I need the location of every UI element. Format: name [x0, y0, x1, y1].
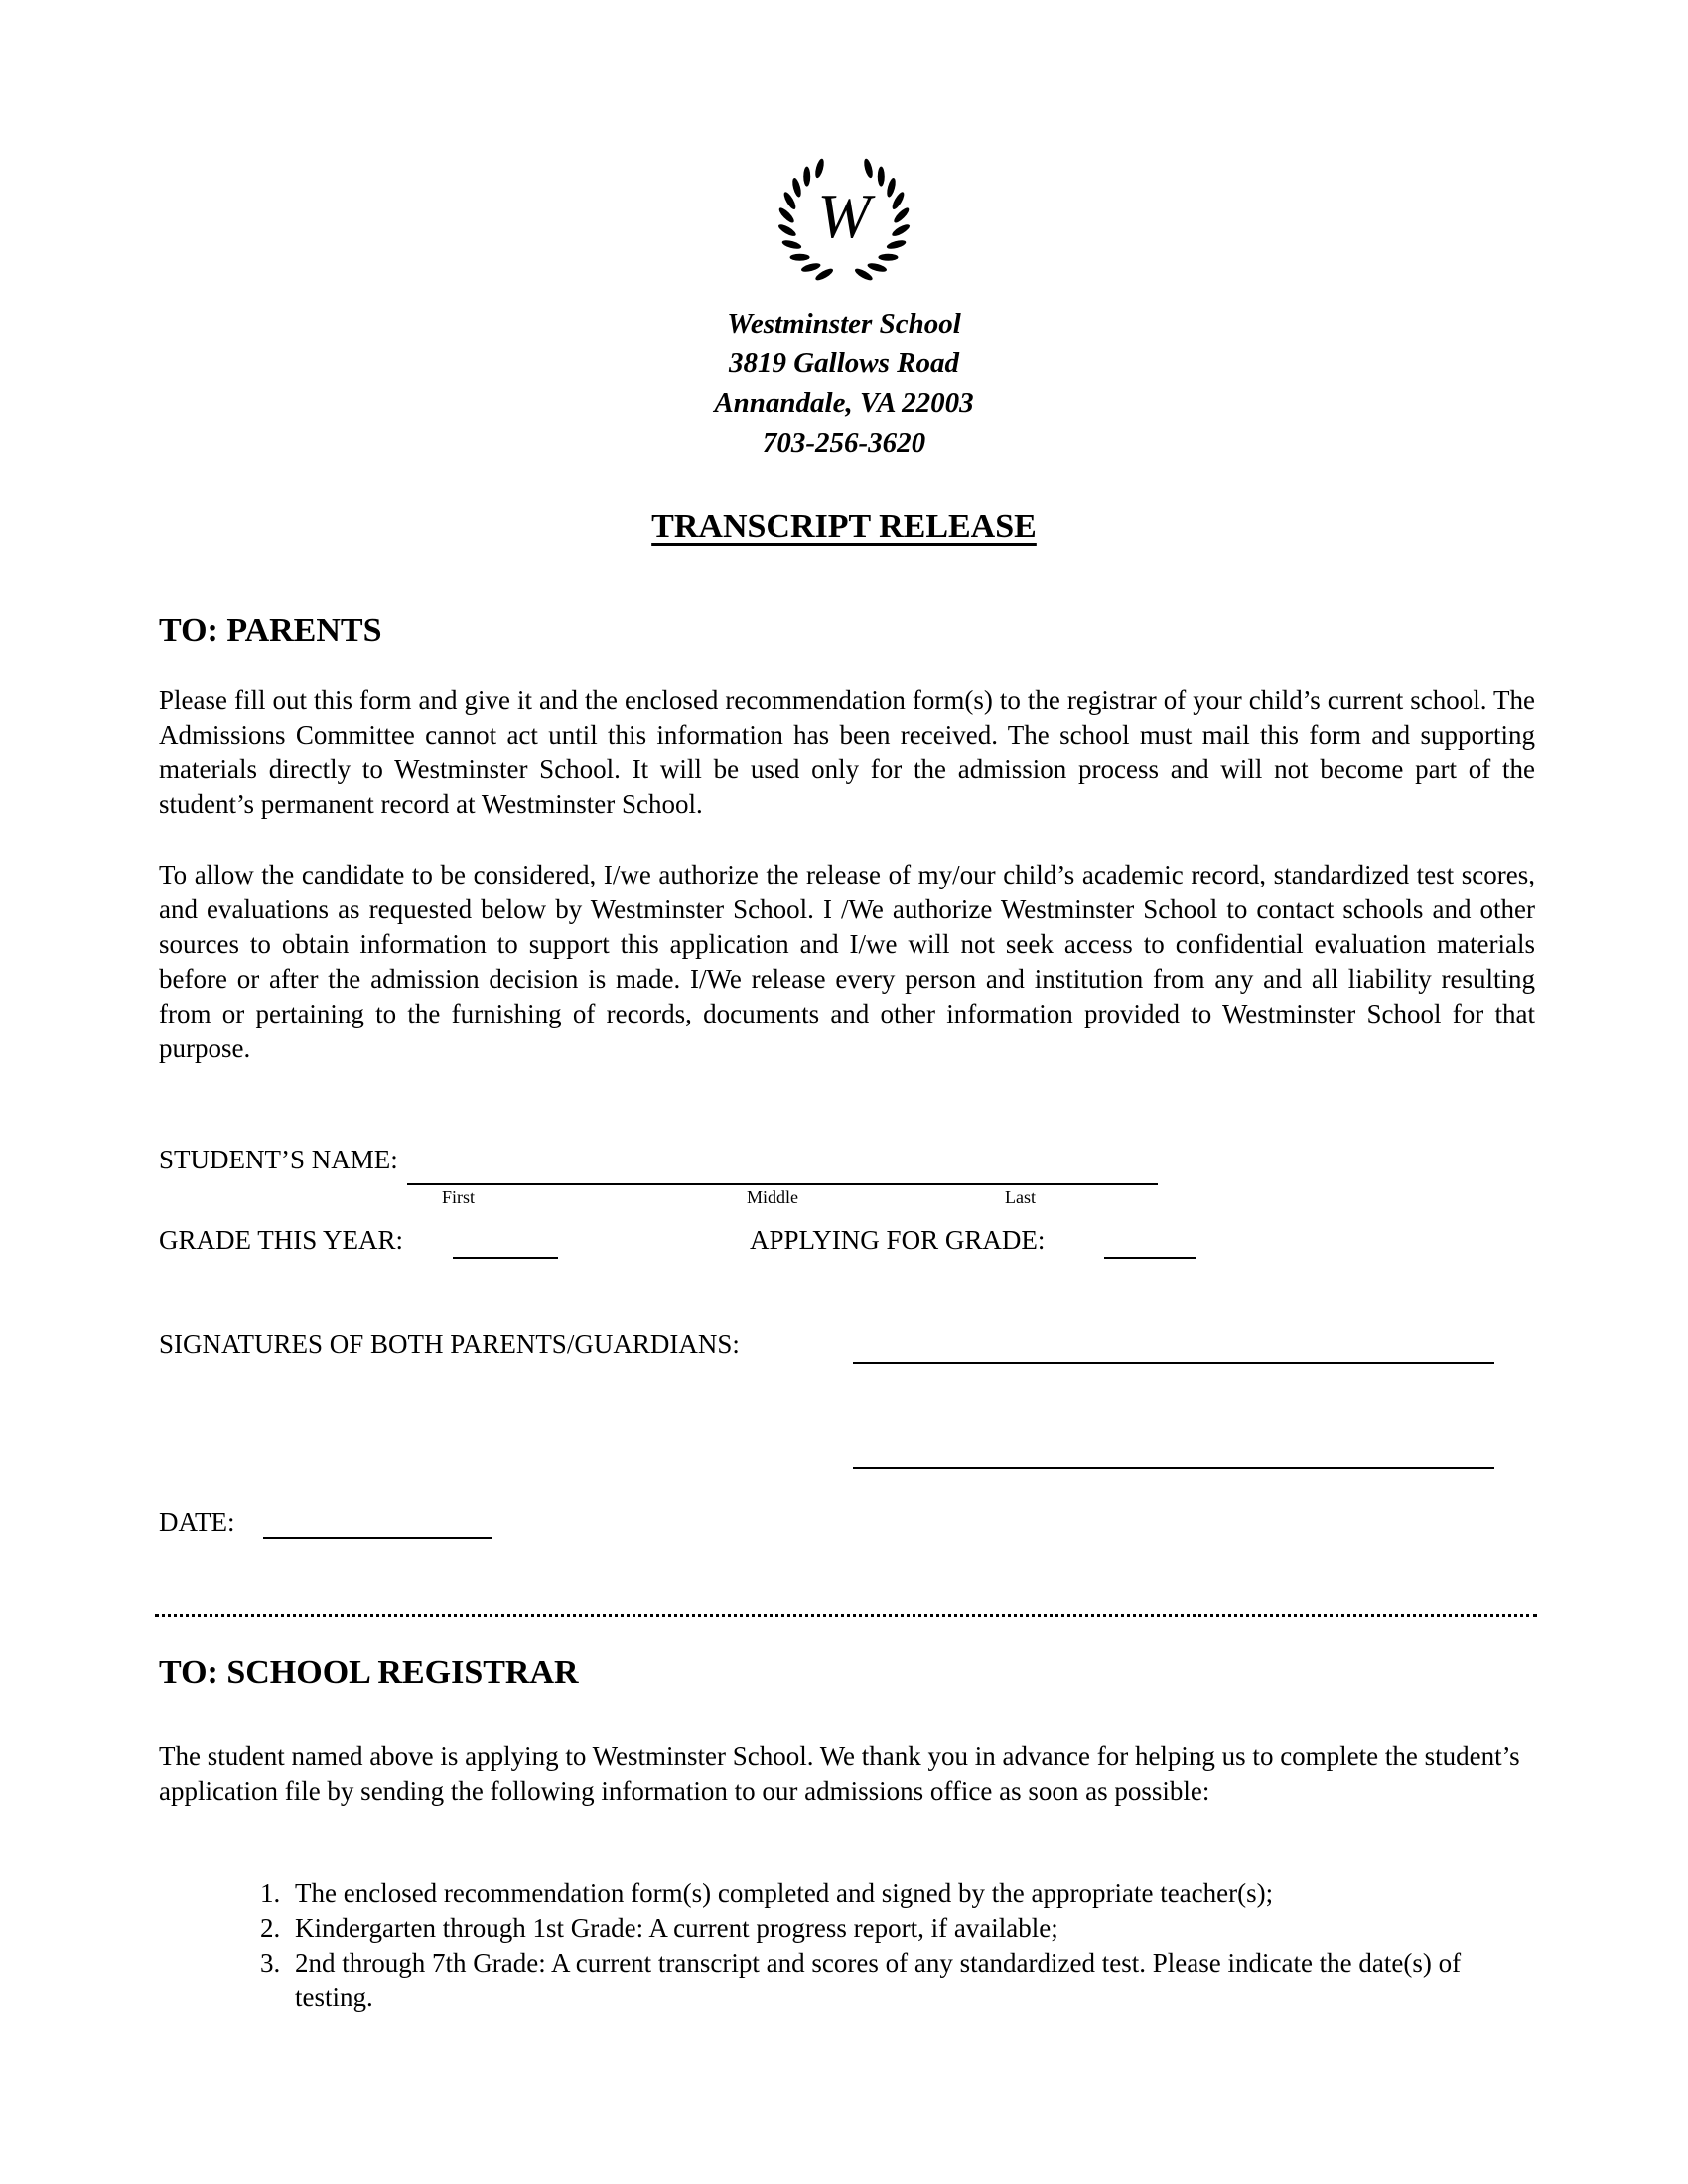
logo-letter: W [817, 181, 871, 251]
signatures-label: SIGNATURES OF BOTH PARENTS/GUARDIANS: [159, 1329, 740, 1359]
list-item-text: The enclosed recommendation form(s) completed and signed by the appropriate teacher(s); [295, 1878, 1274, 1908]
list-item-number: 3. [260, 1948, 281, 1978]
list-item [260, 1946, 1541, 2015]
registrar-paragraph: The student named above is applying to Westminster School. We thank you in advance for helping us to complete the student’s application file by sending the following information to our admissions office as soon as possible: [159, 1741, 1520, 1806]
grade-this-year-label: GRADE THIS YEAR: [159, 1225, 404, 1255]
document-title: TRANSCRIPT RELEASE [651, 508, 1037, 545]
grade-this-year-field[interactable] [453, 1257, 558, 1259]
student-name-label: STUDENT’S NAME: [159, 1145, 398, 1174]
list-item [260, 1876, 1541, 1911]
school-address [596, 304, 1092, 463]
applying-for-grade-label: APPLYING FOR GRADE: [750, 1225, 1046, 1255]
parent-signature-2-field[interactable] [853, 1467, 1494, 1469]
student-name-field[interactable] [407, 1183, 1158, 1185]
list-item-number: 2. [260, 1913, 281, 1943]
address-city: Annandale, VA 22003 [714, 387, 974, 419]
applying-for-grade-field[interactable] [1104, 1257, 1196, 1259]
first-name-sublabel: First [442, 1187, 476, 1207]
school-logo [765, 149, 923, 288]
list-item-text: Kindergarten through 1st Grade: A current progress report, if available; [295, 1913, 1058, 1943]
last-name-sublabel: Last [1005, 1187, 1036, 1207]
school-phone: 703-256-3620 [762, 427, 926, 459]
date-label: DATE: [159, 1507, 235, 1537]
middle-name-sublabel: Middle [747, 1187, 798, 1207]
registrar-heading: TO: SCHOOL REGISTRAR [159, 1654, 579, 1691]
school-name: Westminster School [727, 308, 961, 340]
address-street: 3819 Gallows Road [728, 347, 960, 379]
date-field[interactable] [263, 1537, 492, 1539]
parents-paragraph-1: Please fill out this form and give it and the enclosed recommendation form(s) to the registrar of your child’s current school. The Admissions Committee cannot act until this information has been received. The school must mail this form and supporting materials directly to Westminster School. It will be used only for the admission process and will not become part of the student’s permanent record at Westminster School. [159, 685, 1535, 819]
list-item-number: 1. [260, 1878, 281, 1908]
requested-items-list [260, 1876, 1541, 2015]
list-item [260, 1911, 1541, 1946]
list-item-text: 2nd through 7th Grade: A current transcript and scores of any standardized test. Please indicate the date(s) of testing. [295, 1948, 1462, 2012]
parents-heading: TO: PARENTS [159, 613, 382, 649]
parents-paragraph-2: To allow the candidate to be considered, I/we authorize the release of my/our child’s academic record, standardized test scores, and evaluations as requested below by Westminster School. I /We authorize Westminster School to contact schools and other sources to obtain information to support this application and I/we will not seek access to confidential evaluation materials before or after the admission decision is made. I/We release every person and institution from any and all liability resulting from or pertaining to the furnishing of records, documents and other information provided to Westminster School for that purpose. [159, 860, 1535, 1063]
section-separator [155, 1614, 1537, 1617]
parent-signature-1-field[interactable] [853, 1362, 1494, 1364]
